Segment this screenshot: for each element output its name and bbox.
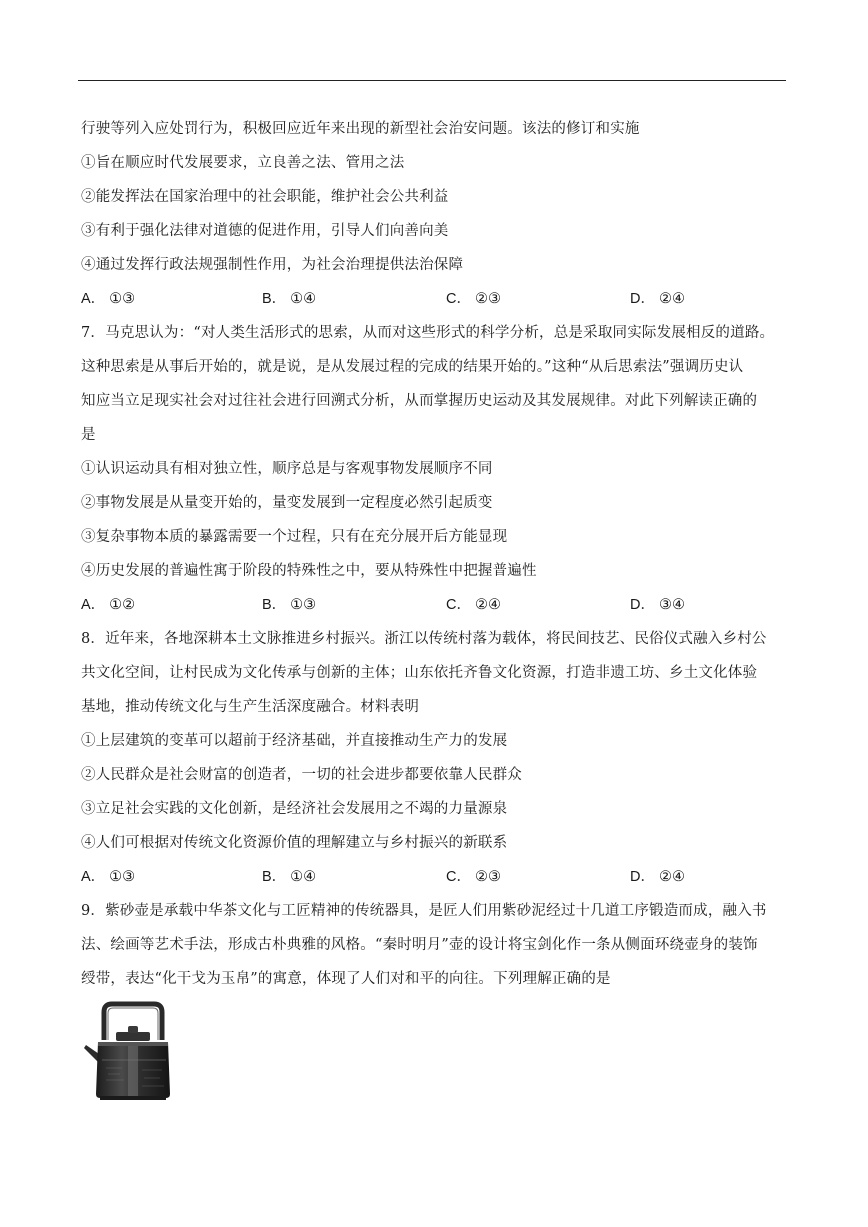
option-value: ①④ — [290, 291, 317, 307]
q6-statements — [81, 146, 793, 282]
q7-statements — [81, 452, 793, 588]
option-key: A． — [81, 597, 106, 613]
option-key: A． — [81, 869, 106, 885]
q7-statement-1: ①认识运动具有相对独立性，顺序总是与客观事物发展顺序不同 — [81, 461, 493, 477]
option-key: C． — [446, 869, 471, 885]
option-key: C． — [446, 291, 471, 307]
q6-option-b[interactable] — [262, 282, 316, 316]
q8-option-b[interactable] — [262, 860, 316, 894]
option-value: ①② — [109, 597, 136, 613]
option-key: B． — [262, 597, 287, 613]
option-value: ①③ — [290, 597, 317, 613]
q9-stem-line-3: 绶带，表达“化干戈为玉帛”的寓意，体现了人们对和平的向往。下列理解正确的是 — [81, 971, 611, 987]
q7-statement-4: ④历史发展的普遍性寓于阶段的特殊性之中，要从特殊性中把握普遍性 — [81, 563, 537, 579]
header-rule — [78, 80, 786, 81]
q7-options — [81, 588, 793, 622]
option-key: B． — [262, 869, 287, 885]
option-value: ②③ — [474, 869, 501, 885]
option-value: ①③ — [109, 291, 136, 307]
q7-option-c[interactable] — [446, 588, 501, 622]
exam-page-content — [81, 112, 793, 996]
q6-options — [81, 282, 793, 316]
q8-stem-line-3: 基地，推动传统文化与生产生活深度融合。材料表明 — [81, 699, 420, 715]
q7-stem — [81, 316, 793, 452]
q8-stem-line-2: 共文化空间，让村民成为文化传承与创新的主体；山东依托齐鲁文化资源，打造非遗工坊、乡土文化体验 — [81, 665, 758, 681]
option-key: A． — [81, 291, 106, 307]
q6-option-a[interactable] — [81, 282, 135, 316]
option-key: D． — [630, 597, 655, 613]
q6-option-d[interactable] — [630, 282, 685, 316]
q8-stem — [81, 622, 793, 724]
option-value: ③④ — [658, 597, 685, 613]
q8-statements — [81, 724, 793, 860]
option-value: ②③ — [474, 291, 501, 307]
option-value: ①④ — [290, 869, 317, 885]
q7-option-b[interactable] — [262, 588, 316, 622]
q7-stem-line-2: 这种思索是从事后开始的，就是说，是从发展过程的完成的结果开始的。”这种“从后思索法”强调历史认 — [81, 359, 744, 375]
option-value: ②④ — [658, 869, 685, 885]
q8-option-a[interactable] — [81, 860, 135, 894]
option-value: ②④ — [658, 291, 685, 307]
teapot-icon — [82, 998, 182, 1102]
option-value: ①③ — [109, 869, 136, 885]
q6-stem-continued: 行驶等列入应处罚行为，积极回应近年来出现的新型社会治安问题。该法的修订和实施 — [81, 121, 640, 137]
option-value: ②④ — [474, 597, 501, 613]
q7-option-d[interactable] — [630, 588, 685, 622]
q7-option-a[interactable] — [81, 588, 135, 622]
q9-stem — [81, 894, 793, 996]
q8-options — [81, 860, 793, 894]
q6-statement-4: ④通过发挥行政法规强制性作用，为社会治理提供法治保障 — [81, 257, 464, 273]
q7-statement-3: ③复杂事物本质的暴露需要一个过程，只有在充分展开后方能显现 — [81, 529, 508, 545]
q9-stem-line-1: 9．紫砂壶是承载中华茶文化与工匠精神的传统器具，是匠人们用紫砂泥经过十几道工序锻造而成，融入书 — [81, 903, 767, 919]
q7-stem-line-3: 知应当立足现实社会对过往社会进行回溯式分析，从而掌握历史运动及其发展规律。对此下列解读正确的 — [81, 393, 758, 409]
option-key: D． — [630, 869, 655, 885]
q7-stem-line-4: 是 — [81, 427, 96, 443]
option-key: B． — [262, 291, 287, 307]
q8-stem-line-1: 8．近年来，各地深耕本土文脉推进乡村振兴。浙江以传统村落为载体，将民间技艺、民俗仪式融入乡村公 — [81, 631, 767, 647]
q9-stem-line-2: 法、绘画等艺术手法，形成古朴典雅的风格。“秦时明月”壶的设计将宝剑化作一条从侧面环绕壶身的装饰 — [81, 937, 758, 953]
q6-option-c[interactable] — [446, 282, 501, 316]
q6-statement-3: ③有利于强化法律对道德的促进作用，引导人们向善向美 — [81, 223, 449, 239]
option-key: C． — [446, 597, 471, 613]
q6-statement-1: ①旨在顺应时代发展要求，立良善之法、管用之法 — [81, 155, 405, 171]
q8-option-c[interactable] — [446, 860, 501, 894]
q6-statement-2: ②能发挥法在国家治理中的社会职能，维护社会公共利益 — [81, 189, 449, 205]
q8-statement-4: ④人们可根据对传统文化资源价值的理解建立与乡村振兴的新联系 — [81, 835, 508, 851]
option-key: D． — [630, 291, 655, 307]
q7-statement-2: ②事物发展是从量变开始的，量变发展到一定程度必然引起质变 — [81, 495, 493, 511]
q8-statement-1: ①上层建筑的变革可以超前于经济基础，并直接推动生产力的发展 — [81, 733, 508, 749]
q8-statement-3: ③立足社会实践的文化创新，是经济社会发展用之不竭的力量源泉 — [81, 801, 508, 817]
q7-stem-line-1: 7．马克思认为：“对人类生活形式的思索，从而对这些形式的科学分析，总是采取同实际发展相反的道路。 — [81, 325, 775, 341]
q8-option-d[interactable] — [630, 860, 685, 894]
teapot-image — [82, 998, 182, 1102]
q8-statement-2: ②人民群众是社会财富的创造者，一切的社会进步都要依靠人民群众 — [81, 767, 522, 783]
